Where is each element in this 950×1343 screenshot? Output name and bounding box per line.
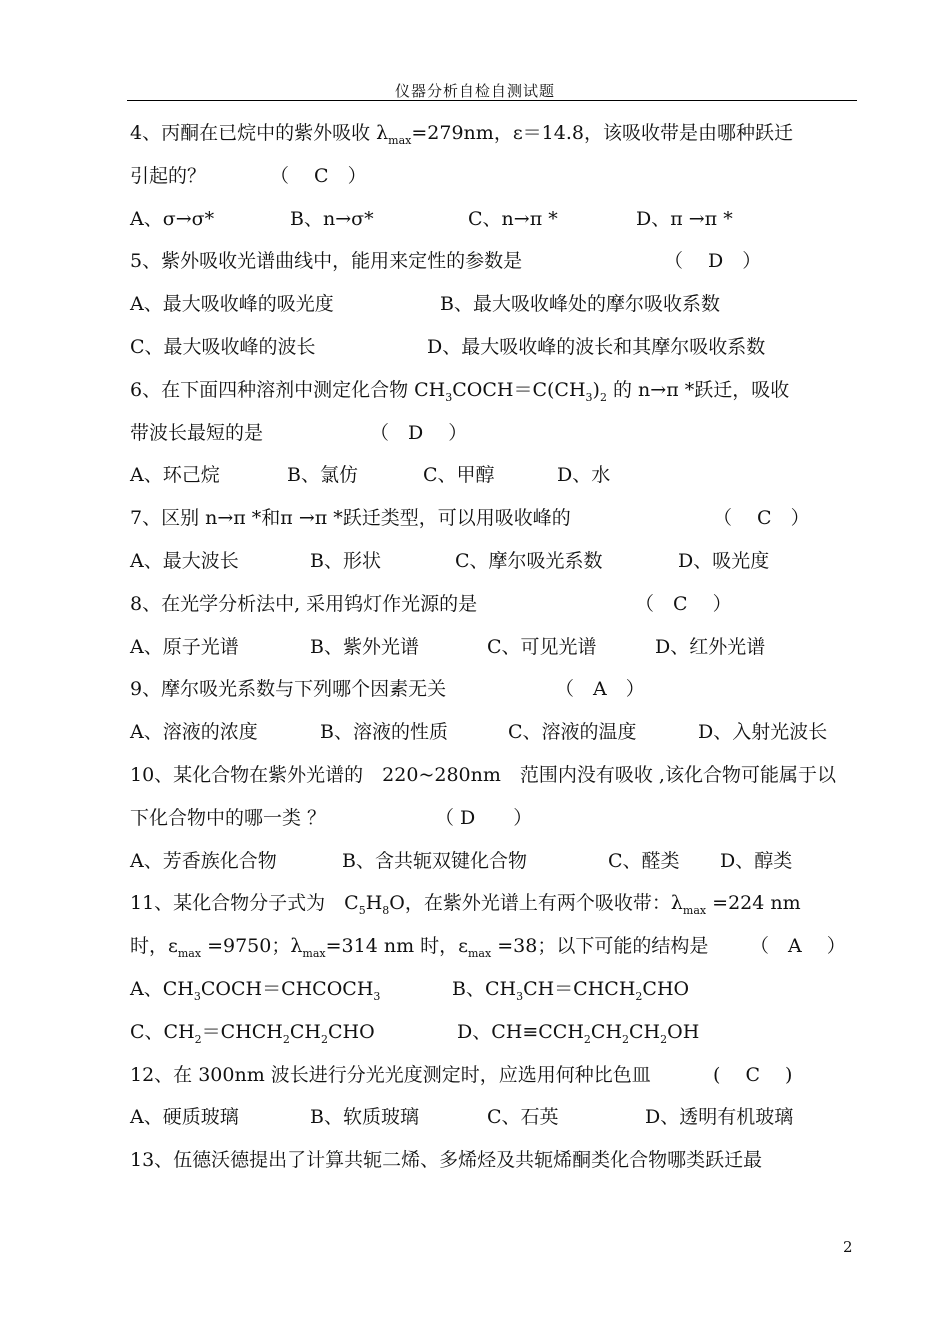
text-segment: =224 nm (706, 892, 801, 915)
options-line (130, 711, 865, 754)
answer-bracket: （ C ） (635, 592, 732, 615)
text-segment: 11、某化合物分子式为 C (130, 892, 359, 915)
question-line (130, 1139, 865, 1182)
options-line (130, 626, 865, 669)
option-item: C、石英 (487, 1106, 559, 1129)
question-line (130, 754, 865, 797)
subscript: max (388, 134, 412, 147)
subscript: max (177, 947, 202, 961)
subscript: max (467, 947, 492, 961)
option-item: D、水 (557, 464, 611, 487)
text-segment: 7、区别 n→π *和π →π *跃迁类型，可以用吸收峰的 (130, 507, 571, 530)
option-item: A、原子光谱 (130, 635, 239, 658)
question-line (130, 112, 865, 155)
option-item: B、$CH_3CH=CHCH_2CHO$ (452, 977, 690, 1003)
option-item: C、溶液的温度 (508, 721, 637, 744)
options-line (130, 1096, 865, 1139)
option-item: D、吸光度 (678, 549, 770, 572)
question-line (130, 668, 865, 711)
option-item: C、最大吸收峰的波长 (130, 335, 316, 358)
option-item: D、入射光波长 (698, 721, 828, 744)
text-segment: 6、在下面四种溶剂中测定化合物 CH (130, 378, 446, 401)
subscript: 3 (445, 390, 453, 404)
text-segment: 8、在光学分析法中, 采用钨灯作光源的是 (130, 592, 478, 615)
subscript: 8 (382, 904, 390, 918)
option-item: A、芳香族化合物 (130, 849, 277, 872)
option-item: A、环己烷 (130, 464, 220, 487)
subscript: 5 (358, 904, 366, 918)
option-item: B、紫外光谱 (310, 635, 419, 658)
options-line (130, 283, 865, 326)
text-segment: 引起的？ (130, 164, 207, 187)
subscript: max (682, 904, 707, 918)
question-line (130, 240, 865, 283)
answer-bracket: （ A ） (555, 678, 645, 701)
subscript: 3 (585, 390, 593, 404)
option-item: D、最大吸收峰的波长和其摩尔吸收系数 (427, 335, 766, 358)
subscript: max (302, 947, 326, 961)
page-number: 2 (843, 1238, 853, 1256)
text-segment: ) (592, 378, 600, 401)
option-item: D、透明有机玻璃 (645, 1106, 794, 1129)
option-item: A、溶液的浓度 (130, 721, 258, 744)
answer-bracket: （ D ） (664, 250, 762, 273)
text-segment: =38；以下可能的结构是 (491, 935, 709, 958)
options-line (130, 326, 865, 369)
text-segment: 时，ε (130, 935, 178, 958)
option-item: C、n→π * (468, 207, 558, 230)
text-segment: 12、在 300nm 波长进行分光光度测定时，应选用何种比色皿 (130, 1063, 651, 1086)
option-item: B、形状 (310, 549, 381, 572)
text-segment: =9750；λ (201, 935, 303, 958)
option-item: D、$CH\equiv CCH_2CH_2CH_2OH$ (457, 1020, 700, 1046)
option-item: A、最大吸收峰的吸光度 (130, 293, 334, 316)
question-content (130, 112, 865, 1182)
text-segment: COCH＝C(CH (452, 378, 586, 401)
question-line (130, 797, 865, 840)
option-item: D、红外光谱 (655, 635, 766, 658)
text-segment: =314 nm 时，ε (325, 935, 468, 958)
question-line (130, 925, 865, 968)
header-rule (127, 100, 857, 101)
option-item: C、摩尔吸光系数 (455, 549, 603, 572)
question-line (130, 882, 865, 925)
option-item: B、氯仿 (287, 464, 358, 487)
option-item: D、醇类 (720, 849, 793, 872)
text-segment: 带波长最短的是 (130, 421, 264, 444)
text-segment: 9、摩尔吸光系数与下列哪个因素无关 (130, 678, 447, 701)
question-line (130, 1054, 865, 1097)
text-segment: =279nm，ε＝14.8，该吸收带是由哪种跃迁 (411, 122, 793, 144)
option-item: C、醛类 (608, 849, 680, 872)
option-item: B、软质玻璃 (310, 1106, 419, 1129)
answer-bracket: （ C ） (270, 164, 367, 187)
text-segment: 13、伍德沃德提出了计算共轭二烯、多烯烃及共轭烯酮类化合物哪类跃迁最 (130, 1149, 763, 1172)
option-item: D、π →π * (636, 207, 733, 230)
option-item: C、可见光谱 (487, 635, 597, 658)
option-item: A、σ→σ* (130, 207, 215, 230)
subscript: 2 (599, 390, 607, 404)
question-line (130, 155, 865, 198)
header-title: 仪器分析自检自测试题 (394, 82, 555, 100)
question-line (130, 583, 865, 626)
options-line (130, 1011, 865, 1054)
question-line (130, 369, 865, 412)
options-line (130, 454, 865, 497)
option-item: A、$CH_3COCH=CHCOCH_3$ (130, 977, 381, 1003)
answer-bracket: （ C ） (713, 507, 810, 530)
option-item: C、$CH_2=CHCH_2CH_2CHO$ (130, 1020, 375, 1046)
option-item: B、最大吸收峰处的摩尔吸收系数 (440, 293, 720, 316)
answer-bracket: （ D ） (435, 806, 533, 829)
option-item: A、最大波长 (130, 549, 239, 572)
text-segment: 的 n→π *跃迁，吸收 (606, 378, 790, 401)
option-item: A、硬质玻璃 (130, 1106, 239, 1129)
text-segment: 下化合物中的哪一类 ？ (130, 806, 327, 829)
question-line (130, 412, 865, 455)
options-line (130, 968, 865, 1011)
text-segment: H (365, 892, 383, 915)
option-item: C、甲醇 (423, 464, 495, 487)
options-line (130, 198, 865, 241)
answer-bracket: （ D ） (370, 421, 468, 444)
option-item: B、n→σ* (290, 207, 374, 230)
options-line (130, 540, 865, 583)
options-line (130, 840, 865, 883)
option-item: B、含共轭双键化合物 (342, 849, 527, 872)
text-segment: 10、某化合物在紫外光谱的 220~280nm 范围内没有吸收 ,该化合物可能属于以 (130, 763, 836, 786)
text-segment: O，在紫外光谱上有两个吸收带：λ (389, 892, 683, 915)
answer-bracket: （ A ） (750, 935, 846, 958)
question-line (130, 497, 865, 540)
text-segment: 5、紫外吸收光谱曲线中，能用来定性的参数是 (130, 250, 523, 273)
option-item: B、溶液的性质 (320, 721, 448, 744)
answer-bracket: ( C ) (713, 1063, 793, 1086)
text-segment: 4、丙酮在已烷中的紫外吸收 λ (130, 122, 389, 144)
